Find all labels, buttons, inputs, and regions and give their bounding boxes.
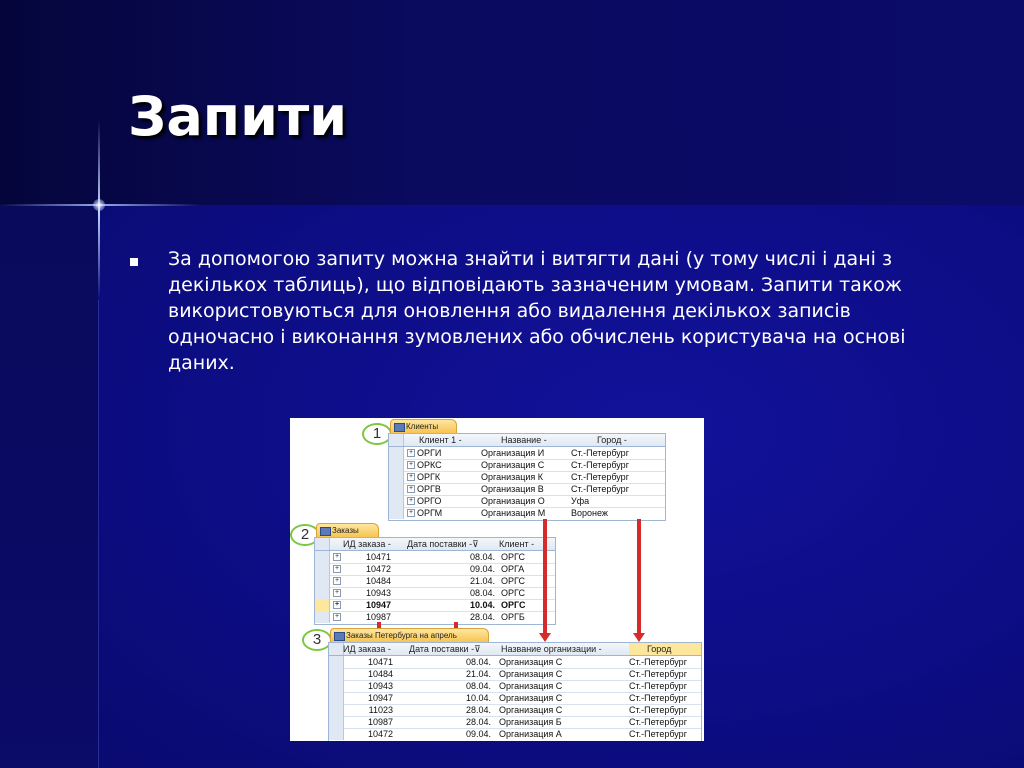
table-cell: Ст.-Петербург bbox=[571, 448, 629, 458]
row-selector[interactable] bbox=[389, 507, 404, 519]
table-cell: 21.04. bbox=[469, 576, 495, 586]
expand-icon[interactable]: + bbox=[334, 601, 340, 608]
row-selector[interactable] bbox=[389, 447, 404, 459]
table-cell: ОРГВ bbox=[417, 484, 441, 494]
row-selector[interactable] bbox=[329, 692, 344, 704]
table-icon bbox=[394, 423, 405, 432]
table-cell: Организация С bbox=[499, 705, 563, 715]
row-selector[interactable] bbox=[329, 704, 344, 716]
table1-tab bbox=[390, 419, 457, 434]
table-cell: Организация С bbox=[499, 657, 563, 667]
bullet-square-icon bbox=[130, 258, 138, 266]
arrow-head bbox=[539, 633, 551, 642]
table-row bbox=[315, 611, 555, 623]
table-cell: 11023 bbox=[368, 705, 393, 715]
table-cell: Организация Б bbox=[499, 717, 562, 727]
table1-header-cell[interactable]: Город - bbox=[597, 435, 627, 445]
table2-tab-label: Заказы bbox=[332, 526, 359, 535]
table-cell: Ст.-Петербург bbox=[629, 681, 687, 691]
query-illustration bbox=[290, 418, 704, 741]
table-cell: Ст.-Петербург bbox=[629, 717, 687, 727]
expand-icon[interactable]: + bbox=[334, 565, 340, 572]
table2-header-cell[interactable]: Клиент - bbox=[499, 539, 535, 549]
table-row bbox=[329, 728, 701, 740]
table-cell: 10472 bbox=[367, 729, 393, 739]
marker-3: 3 bbox=[302, 629, 332, 651]
table-cell: 08.04. bbox=[469, 552, 495, 562]
table1-header-cell[interactable]: Название - bbox=[501, 435, 547, 445]
table-cell: ОРГС bbox=[501, 588, 525, 598]
row-selector[interactable] bbox=[389, 495, 404, 507]
marker-1: 1 bbox=[362, 423, 392, 445]
table1-clients bbox=[388, 433, 666, 521]
expand-icon[interactable]: + bbox=[408, 509, 414, 516]
row-selector[interactable] bbox=[389, 471, 404, 483]
expand-icon[interactable]: + bbox=[408, 497, 414, 504]
expand-icon[interactable]: + bbox=[408, 485, 414, 492]
table1-header-cell[interactable]: Клиент 1 - bbox=[419, 435, 462, 445]
table-cell: Ст.-Петербург bbox=[629, 705, 687, 715]
table-cell: 10947 bbox=[367, 693, 393, 703]
slide-left-band bbox=[0, 205, 98, 768]
table-icon bbox=[320, 527, 331, 536]
expand-icon[interactable]: + bbox=[334, 553, 340, 560]
left-divider-line bbox=[98, 300, 99, 768]
table1-header-row bbox=[389, 434, 665, 447]
table3-header-cell[interactable]: Название организации - bbox=[501, 644, 602, 654]
row-selector[interactable] bbox=[329, 716, 344, 728]
table-cell: 10943 bbox=[367, 681, 393, 691]
table-cell: ОРГС bbox=[501, 576, 525, 586]
row-selector[interactable] bbox=[389, 459, 404, 471]
table-cell: ОРГИ bbox=[417, 448, 442, 458]
table-cell: ОРГМ bbox=[417, 508, 443, 518]
table-cell: Ст.-Петербург bbox=[571, 484, 629, 494]
table3-header-cell[interactable]: Город bbox=[629, 643, 701, 655]
table1-tab-label: Клиенты bbox=[406, 422, 439, 431]
table-cell: Организация М bbox=[481, 508, 546, 518]
table-cell: 10472 bbox=[365, 564, 391, 574]
row-selector bbox=[315, 538, 330, 550]
row-selector bbox=[329, 643, 344, 655]
table-cell: 10987 bbox=[367, 717, 393, 727]
table-cell: 08.04. bbox=[465, 681, 491, 691]
table-cell: Организация С bbox=[481, 460, 545, 470]
table-cell: 10.04. bbox=[465, 693, 491, 703]
table-cell: 10484 bbox=[365, 576, 391, 586]
row-selector[interactable] bbox=[389, 483, 404, 495]
row-selector[interactable] bbox=[329, 680, 344, 692]
query-icon bbox=[334, 632, 345, 641]
table3-header-cell[interactable]: ИД заказа - bbox=[343, 644, 391, 654]
table-cell: 08.04. bbox=[469, 588, 495, 598]
table-cell: ОРГА bbox=[501, 564, 525, 574]
table-cell: Организация С bbox=[499, 681, 563, 691]
row-selector[interactable] bbox=[329, 728, 344, 740]
table-cell: Организация С bbox=[499, 693, 563, 703]
table-cell: Организация К bbox=[481, 472, 544, 482]
table-cell: ОРГС bbox=[501, 600, 526, 610]
table3-header-cell[interactable]: Дата поставки -⊽ bbox=[409, 644, 481, 654]
slide-title: Запити bbox=[128, 85, 348, 148]
sparkle-star-icon bbox=[93, 199, 105, 211]
table3-query-result bbox=[328, 642, 702, 741]
table-cell: Организация И bbox=[481, 448, 545, 458]
table-cell: Ст.-Петербург bbox=[571, 460, 629, 470]
table-cell: 28.04. bbox=[469, 612, 495, 622]
table-cell: Ст.-Петербург bbox=[629, 729, 687, 739]
table-cell: ОРГС bbox=[501, 552, 525, 562]
table-cell: 08.04. bbox=[465, 657, 491, 667]
table-cell: Организация В bbox=[481, 484, 544, 494]
arrow-to-query bbox=[637, 519, 641, 635]
row-selector[interactable] bbox=[315, 611, 330, 623]
table-cell: 10471 bbox=[365, 552, 391, 562]
table-cell: 10943 bbox=[365, 588, 391, 598]
table-cell: 10484 bbox=[367, 669, 393, 679]
table-cell: Ст.-Петербург bbox=[629, 669, 687, 679]
table3-tab-label: Заказы Петербурга на апрель bbox=[346, 631, 457, 640]
row-selector[interactable] bbox=[315, 599, 330, 611]
table-cell: Организация С bbox=[499, 669, 563, 679]
row-selector[interactable] bbox=[315, 575, 330, 587]
table-cell: Ст.-Петербург bbox=[629, 657, 687, 667]
table2-header-cell[interactable]: Дата поставки -⊽ bbox=[407, 539, 479, 549]
expand-icon[interactable]: + bbox=[408, 473, 414, 480]
table-cell: 10987 bbox=[365, 612, 391, 622]
table-cell: Организация А bbox=[499, 729, 562, 739]
table2-tab bbox=[316, 523, 379, 538]
arrow-head bbox=[633, 633, 645, 642]
bullet-text: За допомогою запиту можна знайти і витягти дані (у тому числі і дані з декількох таблиць), що відповідають зазначеним умовам. Запити також використовуються для оновлення або видалення декількох записів одночасно і виконання зумовлених або обчислень користувача на основі даних. bbox=[168, 248, 906, 374]
table-cell: 09.04. bbox=[469, 564, 495, 574]
row-selector bbox=[389, 434, 404, 446]
row-selector[interactable] bbox=[315, 551, 330, 563]
table2-header-row bbox=[315, 538, 555, 551]
table-cell: ОРКС bbox=[417, 460, 442, 470]
table2-orders bbox=[314, 537, 556, 625]
table-cell: Организация О bbox=[481, 496, 545, 506]
table-cell: 28.04. bbox=[465, 705, 491, 715]
expand-icon[interactable]: + bbox=[334, 577, 340, 584]
table-cell: 21.04. bbox=[465, 669, 491, 679]
table-cell: 10.04. bbox=[469, 600, 495, 610]
table-cell: 10947 bbox=[365, 600, 391, 610]
row-selector[interactable] bbox=[315, 587, 330, 599]
table-cell: ОРГО bbox=[417, 496, 442, 506]
table-cell: Ст.-Петербург bbox=[571, 472, 629, 482]
table3-tab bbox=[330, 628, 489, 643]
table3-header-row bbox=[329, 643, 701, 656]
expand-icon[interactable]: + bbox=[408, 461, 414, 468]
row-selector[interactable] bbox=[329, 668, 344, 680]
table-cell: Воронеж bbox=[571, 508, 608, 518]
table-cell: 09.04. bbox=[465, 729, 491, 739]
table-cell: 10471 bbox=[367, 657, 393, 667]
table2-header-cell[interactable]: ИД заказа - bbox=[343, 539, 391, 549]
table-cell: Уфа bbox=[571, 496, 590, 506]
row-selector[interactable] bbox=[315, 563, 330, 575]
expand-icon[interactable]: + bbox=[408, 449, 414, 456]
marker-2: 2 bbox=[290, 524, 320, 546]
expand-icon[interactable]: + bbox=[334, 589, 340, 596]
expand-icon[interactable]: + bbox=[334, 613, 340, 620]
table-cell: 28.04. bbox=[465, 717, 491, 727]
table-cell: ОРГК bbox=[417, 472, 441, 482]
row-selector[interactable] bbox=[329, 656, 344, 668]
arrow-to-query bbox=[543, 519, 547, 635]
table-cell: Ст.-Петербург bbox=[629, 693, 687, 703]
table-cell: ОРГБ bbox=[501, 612, 525, 622]
table-row bbox=[389, 507, 665, 519]
